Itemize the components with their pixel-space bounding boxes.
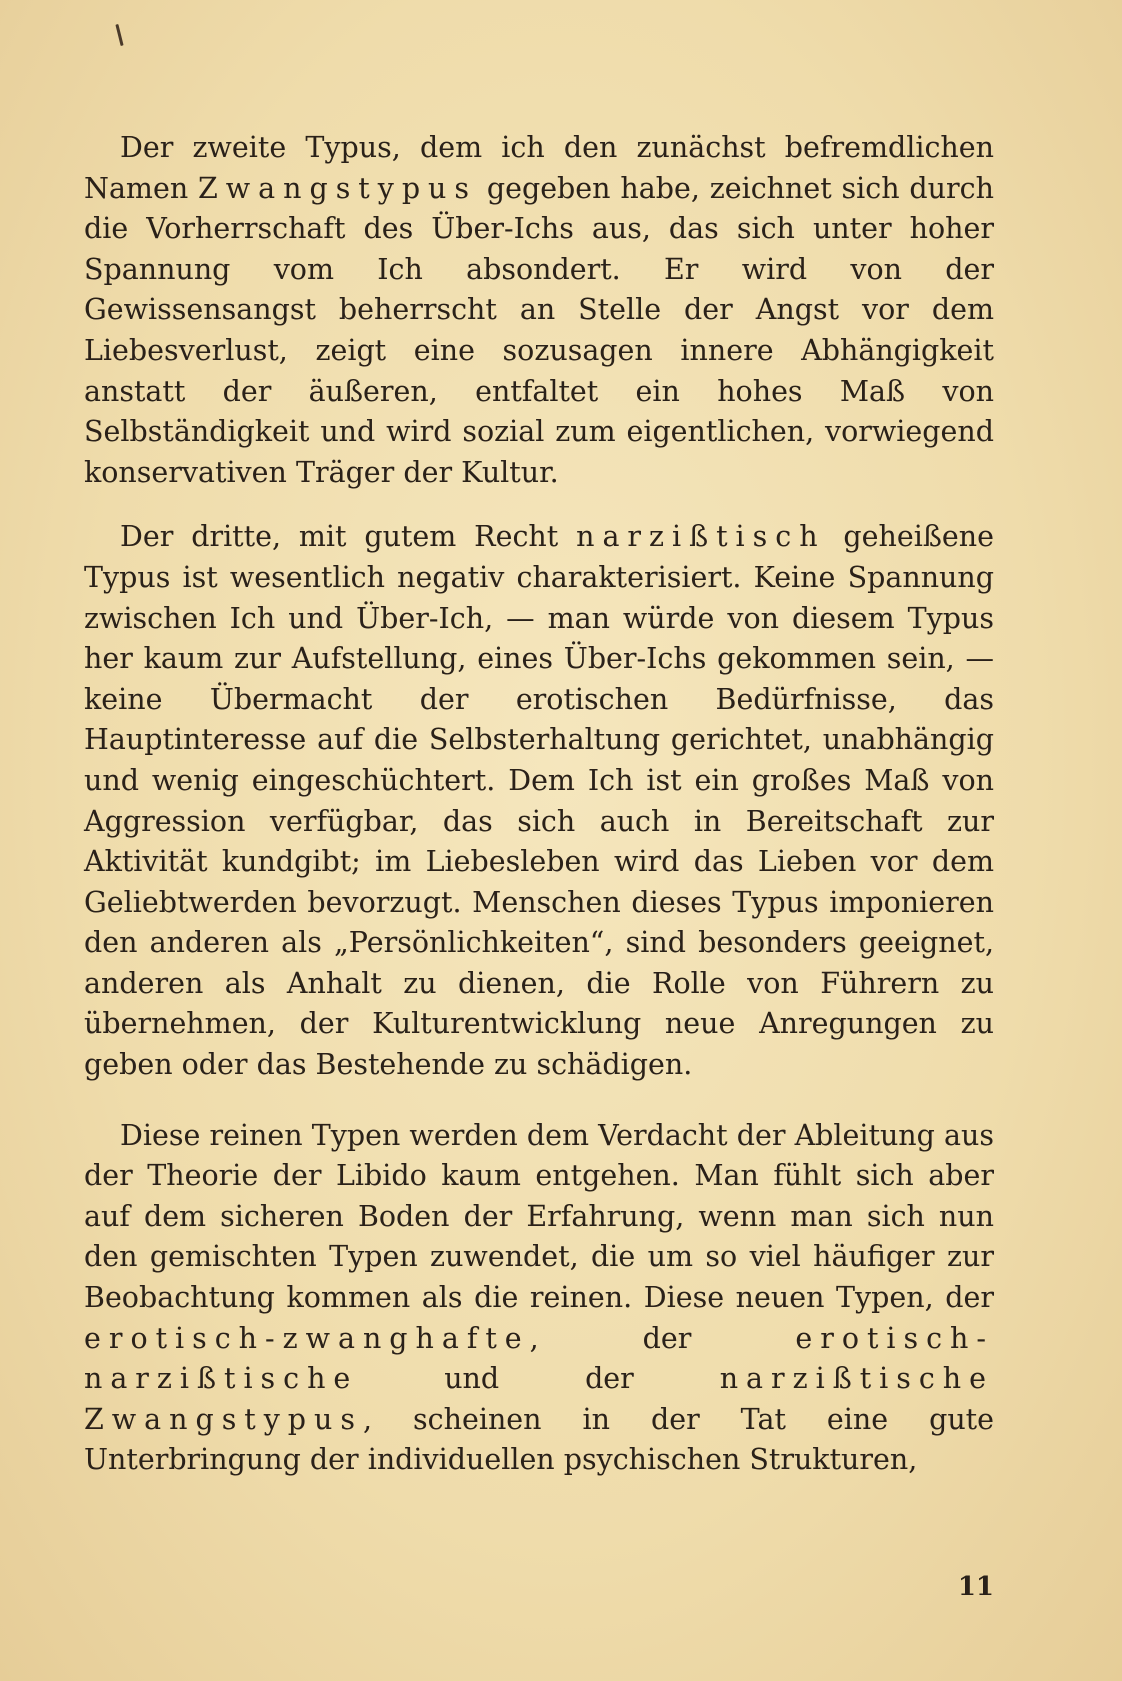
body-text: [84, 128, 994, 1481]
text-segment: gegeben habe, zeichnet sich durch die Vorherrschaft des Über-Ichs aus, das sich unter hoher Spannung vom Ich absondert. Er wird von der Gewissensangst beherrscht an Stelle der Angst vor dem Liebesverlust, zeigt eine sozusagen innere Abhängigkeit anstatt der äußeren, entfaltet ein hohes Maß von Selbständigkeit und wird sozial zum eigentlichen, vorwiegend konservativen Träger der Kultur.: [84, 171, 994, 489]
emphasized-term: erotisch-narzißtische: [84, 1321, 994, 1396]
paragraph-3: [84, 1116, 994, 1481]
emphasized-term: erotisch-zwanghafte: [84, 1321, 530, 1355]
paragraph-1: [84, 128, 994, 493]
paragraph-2: [84, 517, 994, 1085]
text-segment: Diese reinen Typen werden dem Verdacht der Ableitung aus der Theorie der Libido kaum entgehen. Man fühlt sich aber auf dem sicheren Boden der Erfahrung, wenn man sich nun den gemischten Typen zuwendet, die um so viel häufiger zur Beobachtung kommen als die reinen. Diese neuen Typen, der: [84, 1118, 994, 1315]
text-segment: , scheinen in der Tat eine gute Unterbringung der individuellen psychischen Strukturen,: [84, 1402, 994, 1477]
text-segment: und der: [358, 1362, 720, 1396]
emphasized-term: narzißtisch: [576, 520, 826, 554]
emphasized-term: Zwangstypus: [198, 171, 477, 205]
text-segment: geheißene Typus ist wesentlich negativ charakterisiert. Keine Spannung zwischen Ich und Über-Ich, — man würde von diesem Typus her kaum zur Aufstellung, eines Über-Ichs gekommen sein, — keine Übermacht der erotischen Bedürfnisse, das Hauptinteresse auf die Selbsterhaltung gerichtet, unabhängig und wenig eingeschüchtert. Dem Ich ist ein großes Maß von Aggression verfügbar, das sich auch in Bereitschaft zur Aktivität kundgibt; im Liebesleben wird das Lieben vor dem Geliebtwerden bevorzugt. Menschen dieses Typus imponieren den anderen als „Persönlichkeiten“, sind besonders geeignet, anderen als Anhalt zu dienen, die Rolle von Führern zu übernehmen, der Kulturentwicklung neue Anregungen zu geben oder das Bestehende zu schädigen.: [84, 520, 994, 1082]
text-segment: Der zweite Typus, dem ich den zunächst befremdlichen Namen: [84, 131, 994, 205]
text-segment: , der: [529, 1321, 796, 1355]
ink-mark: [115, 24, 123, 46]
text-segment: Der dritte, mit gutem Recht: [120, 520, 577, 554]
emphasized-term: narzißtische Zwangstypus: [84, 1362, 994, 1436]
page-number: 11: [957, 1572, 994, 1602]
